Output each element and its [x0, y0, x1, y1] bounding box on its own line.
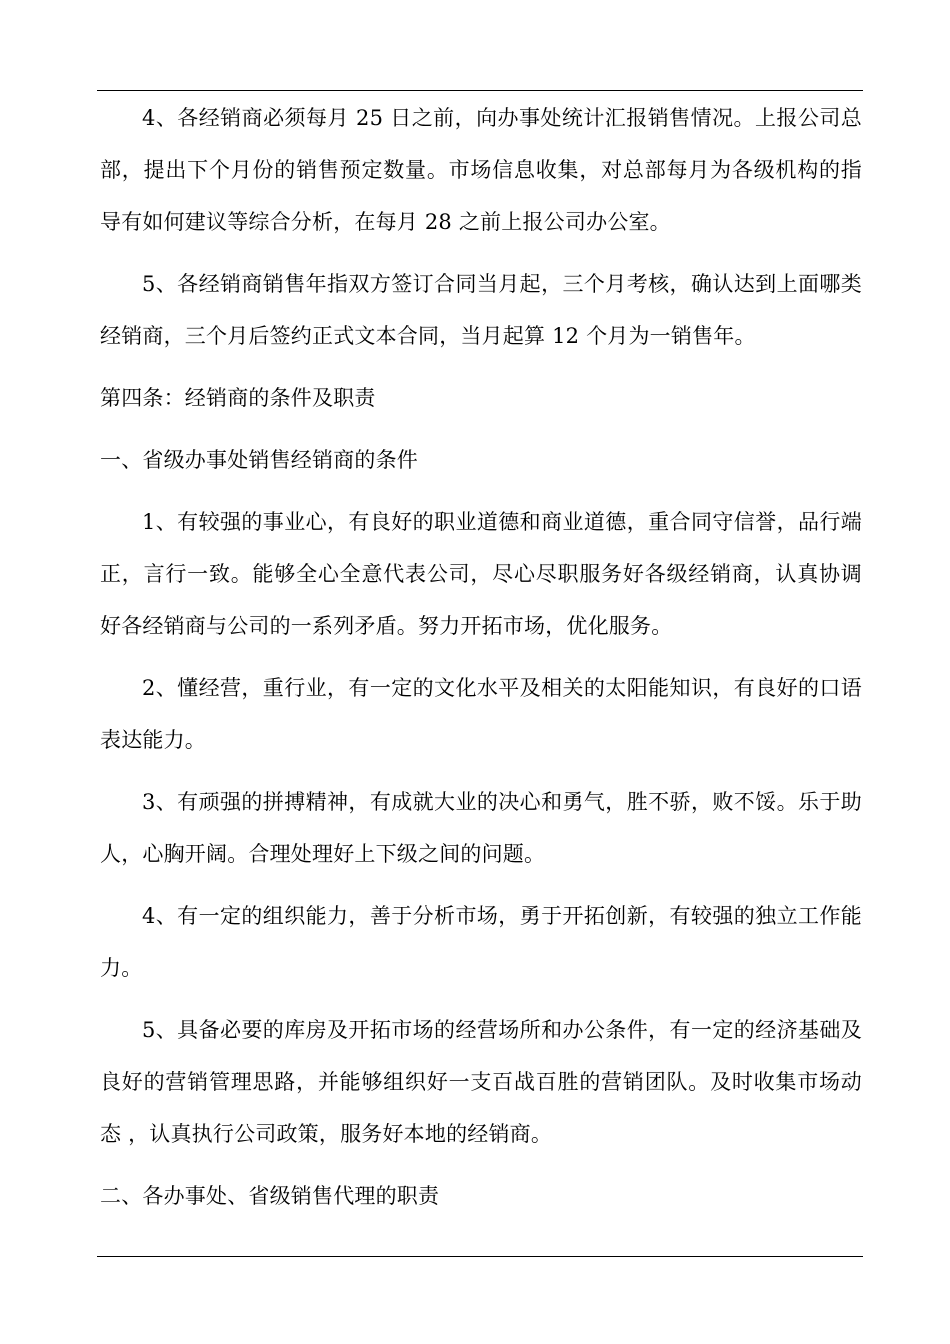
paragraph-item-5-sales-year: 5、各经销商销售年指双方签订合同当月起，三个月考核，确认达到上面哪类经销商，三个月后签约正式文本合同，当月起算 12 个月为一销售年。	[100, 272, 862, 348]
header-rule	[97, 90, 863, 91]
condition-item-3: 3、有顽强的拼搏精神，有成就大业的决心和勇气，胜不骄，败不馁。乐于助人，心胸开阔。合理处理好上下级之间的问题。	[100, 790, 862, 866]
section-heading-article-4: 第四条：经销商的条件及职责	[100, 386, 376, 410]
footer-rule	[97, 1256, 863, 1257]
subsection-heading-duties: 二、各办事处、省级销售代理的职责	[100, 1184, 440, 1208]
subsection-heading-conditions: 一、省级办事处销售经销商的条件	[100, 448, 418, 472]
condition-item-5: 5、具备必要的库房及开拓市场的经营场所和办公条件，有一定的经济基础及良好的营销管理思路，并能够组织好一支百战百胜的营销团队。及时收集市场动态 ，认真执行公司政策，服务好本地的经销商。	[100, 1018, 862, 1146]
condition-item-4: 4、有一定的组织能力，善于分析市场，勇于开拓创新，有较强的独立工作能力。	[100, 904, 862, 980]
condition-item-1: 1、有较强的事业心，有良好的职业道德和商业道德，重合同守信誉，品行端正，言行一致。能够全心全意代表公司，尽心尽职服务好各级经销商，认真协调好各经销商与公司的一系列矛盾。努力开拓市场，优化服务。	[100, 510, 862, 638]
document-body	[100, 92, 862, 1222]
condition-item-2: 2、懂经营，重行业，有一定的文化水平及相关的太阳能知识，有良好的口语表达能力。	[100, 676, 862, 752]
paragraph-item-4-monthly-report: 4、各经销商必须每月 25 日之前，向办事处统计汇报销售情况。上报公司总部，提出下个月份的销售预定数量。市场信息收集，对总部每月为各级机构的指导有如何建议等综合分析，在每月 28 之前上报公司办公室。	[100, 106, 862, 234]
